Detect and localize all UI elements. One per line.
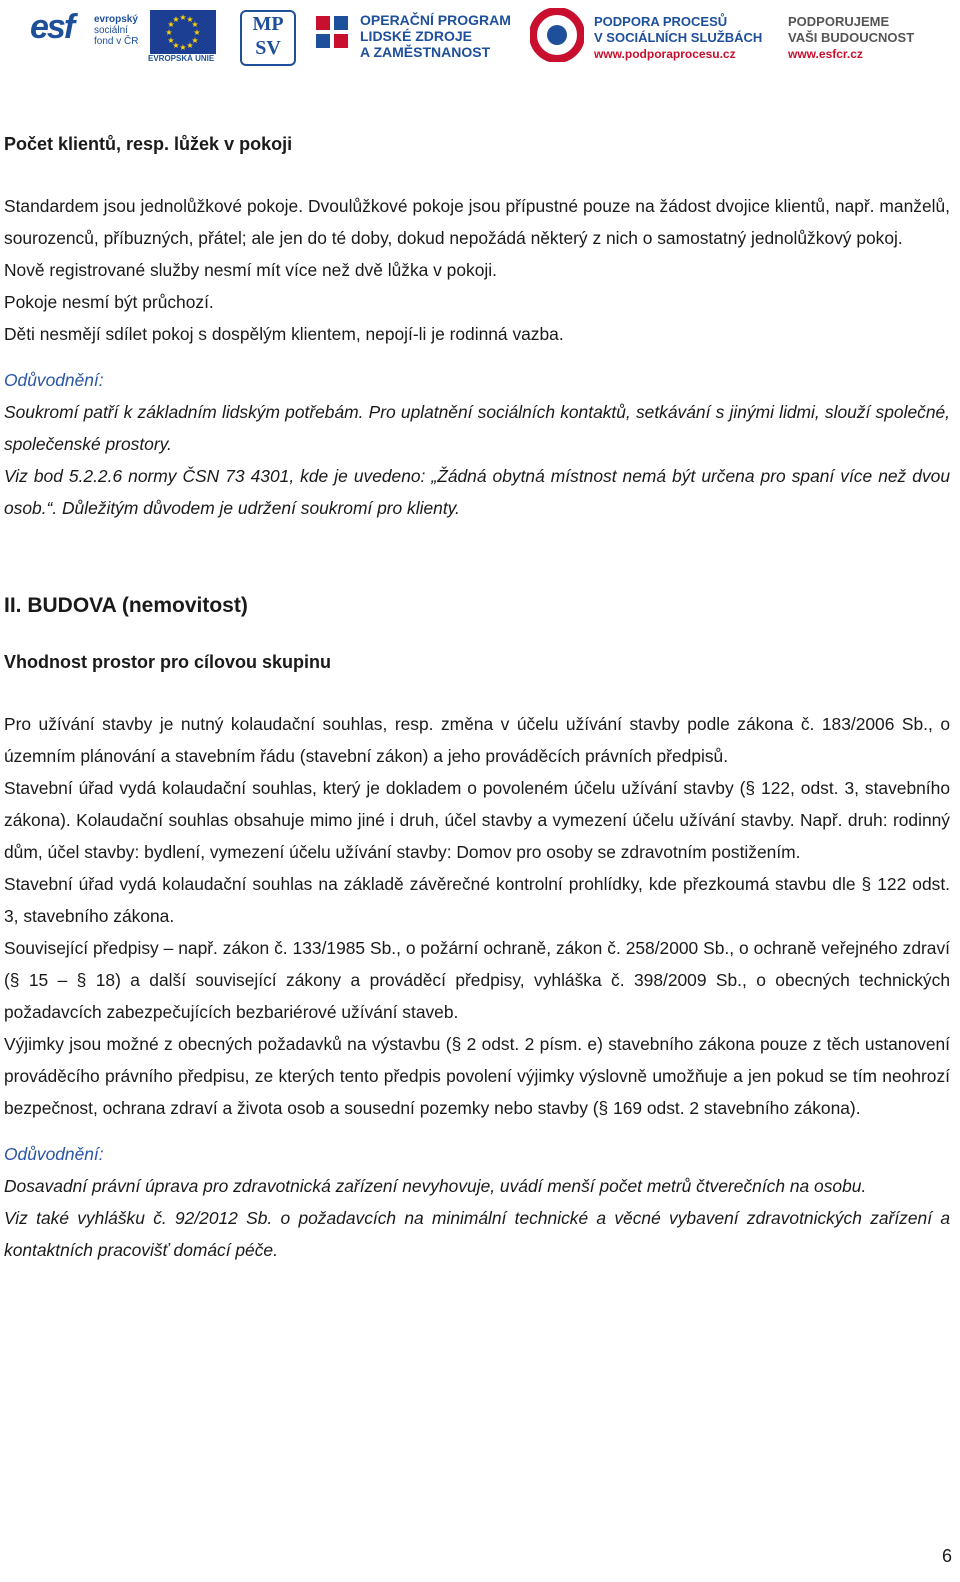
esf-sub-line2: sociální bbox=[94, 25, 128, 36]
svg-text:★: ★ bbox=[179, 13, 187, 22]
esf-mark-text: esf bbox=[30, 8, 74, 46]
section1-paragraph-3: Pokoje nesmí být průchozí. bbox=[4, 292, 214, 312]
section1-title: Počet klientů, resp. lůžek v pokoji bbox=[4, 134, 293, 154]
document-body bbox=[4, 128, 950, 1266]
op-lzz-logo bbox=[314, 6, 514, 66]
mpsv-logo bbox=[240, 6, 296, 66]
eu-flag-icon bbox=[150, 10, 216, 54]
esf-mark bbox=[30, 8, 94, 64]
pp-line1: PODPORA PROCESŮ bbox=[594, 14, 728, 29]
podpora-procesu-logo bbox=[530, 6, 770, 66]
svg-text:★: ★ bbox=[167, 36, 175, 45]
svg-text:★: ★ bbox=[179, 43, 187, 52]
esf-logo bbox=[30, 6, 220, 66]
svg-text:★: ★ bbox=[186, 41, 194, 50]
eu-caption: EVROPSKÁ UNIE bbox=[148, 54, 215, 63]
mpsv-mark: MP SV bbox=[240, 10, 296, 66]
section1-paragraph-4: Děti nesmějí sdílet pokoj s dospělým klientem, nepojí-li je rodinná vazba. bbox=[4, 324, 564, 344]
svg-text:★: ★ bbox=[191, 20, 199, 29]
op-line1: OPERAČNÍ PROGRAM bbox=[360, 12, 511, 28]
section2-paragraph-1: Pro užívání stavby je nutný kolaudační souhlas, resp. změna v účelu užívání stavby podle zákona č. 183/2006 Sb., o územním plánování a stavebním řádu (stavební zákon) a jeho prováděcích právních předpisů. bbox=[4, 714, 950, 766]
podporujeme-logo bbox=[788, 6, 948, 66]
section2-subtitle: Vhodnost prostor pro cílovou skupinu bbox=[4, 652, 331, 672]
section2-heading: II. BUDOVA (nemovitost) bbox=[4, 594, 248, 617]
section1-paragraph-2: Nově registrované služby nesmí mít více než dvě lůžka v pokoji. bbox=[4, 260, 497, 280]
page-number: 6 bbox=[941, 1546, 952, 1566]
section2-reason-label: Odůvodnění: bbox=[4, 1144, 104, 1164]
section2-paragraph-4: Související předpisy – např. zákon č. 133/1985 Sb., o požární ochraně, zákon č. 258/2000 Sb., o ochraně veřejného zdraví (§ 15 – § 18) a další související zákony a prováděcí předpisy, vyhláška č. 398/2009 Sb., o obecných technických požadavcích zabezpečujících bezbariérové užívání staveb. bbox=[4, 938, 950, 1022]
svg-text:★: ★ bbox=[165, 28, 173, 37]
svg-text:★: ★ bbox=[193, 28, 201, 37]
section1-reason-1: Soukromí patří k základním lidským potřebám. Pro uplatnění sociálních kontaktů, setkávání s jinými lidmi, slouží společné, společenské prostory. bbox=[4, 402, 950, 454]
op-icon bbox=[314, 12, 352, 56]
svg-text:★: ★ bbox=[172, 41, 180, 50]
section1-paragraph-1: Standardem jsou jednolůžkové pokoje. Dvoulůžkové pokoje jsou přípustné pouze na žádost dvojice klientů, např. manželů, sourozenců, příbuzných, přátel; ale jen do té doby, dokud nepožádá některý z nich o samostatný jednolůžkový pokoj. bbox=[4, 196, 950, 248]
section2-reason-2: Viz také vyhlášku č. 92/2012 Sb. o požadavcích na minimální technické a věcné vybavení zdravotnických zařízení a kontaktních pracovišť domácí péče. bbox=[4, 1208, 950, 1260]
section2-paragraph-3: Stavební úřad vydá kolaudační souhlas na základě závěrečné kontrolní prohlídky, kde přezkoumá stavbu dle § 122 odst. 3, stavebního zákona. bbox=[4, 874, 950, 926]
section2-paragraph-2: Stavební úřad vydá kolaudační souhlas, který je dokladem o povoleném účelu užívání stavby (§ 122, odst. 3, stavebního zákona). Kolaudační souhlas obsahuje mimo jiné i druh, účel stavby a vymezení účelu užívání stavby. Např. druh: rodinný dům, účel stavby: bydlení, vymezení účelu užívání stavby: Domov pro osoby se zdravotním postižením. bbox=[4, 778, 950, 862]
esf-sub-line3: fond v ČR bbox=[94, 36, 139, 47]
op-text bbox=[360, 12, 511, 60]
section1-reason-label: Odůvodnění: bbox=[4, 370, 104, 390]
pp-line2: V SOCIÁLNÍCH SLUŽBÁCH bbox=[594, 30, 763, 45]
pb-url: www.esfcr.cz bbox=[788, 47, 863, 61]
section2-reason-1: Dosavadní právní úprava pro zdravotnická zařízení nevyhovuje, uvádí menší počet metrů čtverečních na osobu. bbox=[4, 1176, 867, 1196]
logo-bar bbox=[0, 0, 960, 72]
svg-text:★: ★ bbox=[186, 15, 194, 24]
op-line2: LIDSKÉ ZDROJE bbox=[360, 28, 473, 44]
pp-url: www.podporaprocesu.cz bbox=[594, 47, 736, 61]
svg-text:★: ★ bbox=[172, 15, 180, 24]
podpora-procesu-text bbox=[594, 14, 762, 62]
svg-text:★: ★ bbox=[167, 20, 175, 29]
esf-sub-line1: evropský bbox=[94, 14, 138, 25]
section1-reason-2: Viz bod 5.2.2.6 normy ČSN 73 4301, kde je uvedeno: „Žádná obytná místnost nemá být určena pro spaní více než dvou osob.“. Důležitým důvodem je udržení soukromí pro klienty. bbox=[4, 466, 950, 518]
esf-subtitle bbox=[94, 14, 138, 47]
pb-line2: VAŠI BUDOUCNOST bbox=[788, 30, 915, 45]
op-line3: A ZAMĚSTNANOST bbox=[360, 44, 491, 60]
section2-paragraph-5: Výjimky jsou možné z obecných požadavků na výstavbu (§ 2 odst. 2 písm. e) stavebního zákona pouze z těch ustanovení prováděcího právního předpisu, ze kterých tento předpis povolení výjimky výslovně umožňuje a jen pokud se tím neohrozí bezpečnost, ochrana zdraví a života osob a sousední pozemky nebo stavby (§ 169 odst. 2 stavebního zákona). bbox=[4, 1034, 950, 1118]
podporujeme-text bbox=[788, 14, 914, 62]
svg-text:★: ★ bbox=[191, 36, 199, 45]
pb-line1: PODPORUJEME bbox=[788, 14, 890, 29]
podpora-procesu-icon bbox=[530, 8, 584, 62]
